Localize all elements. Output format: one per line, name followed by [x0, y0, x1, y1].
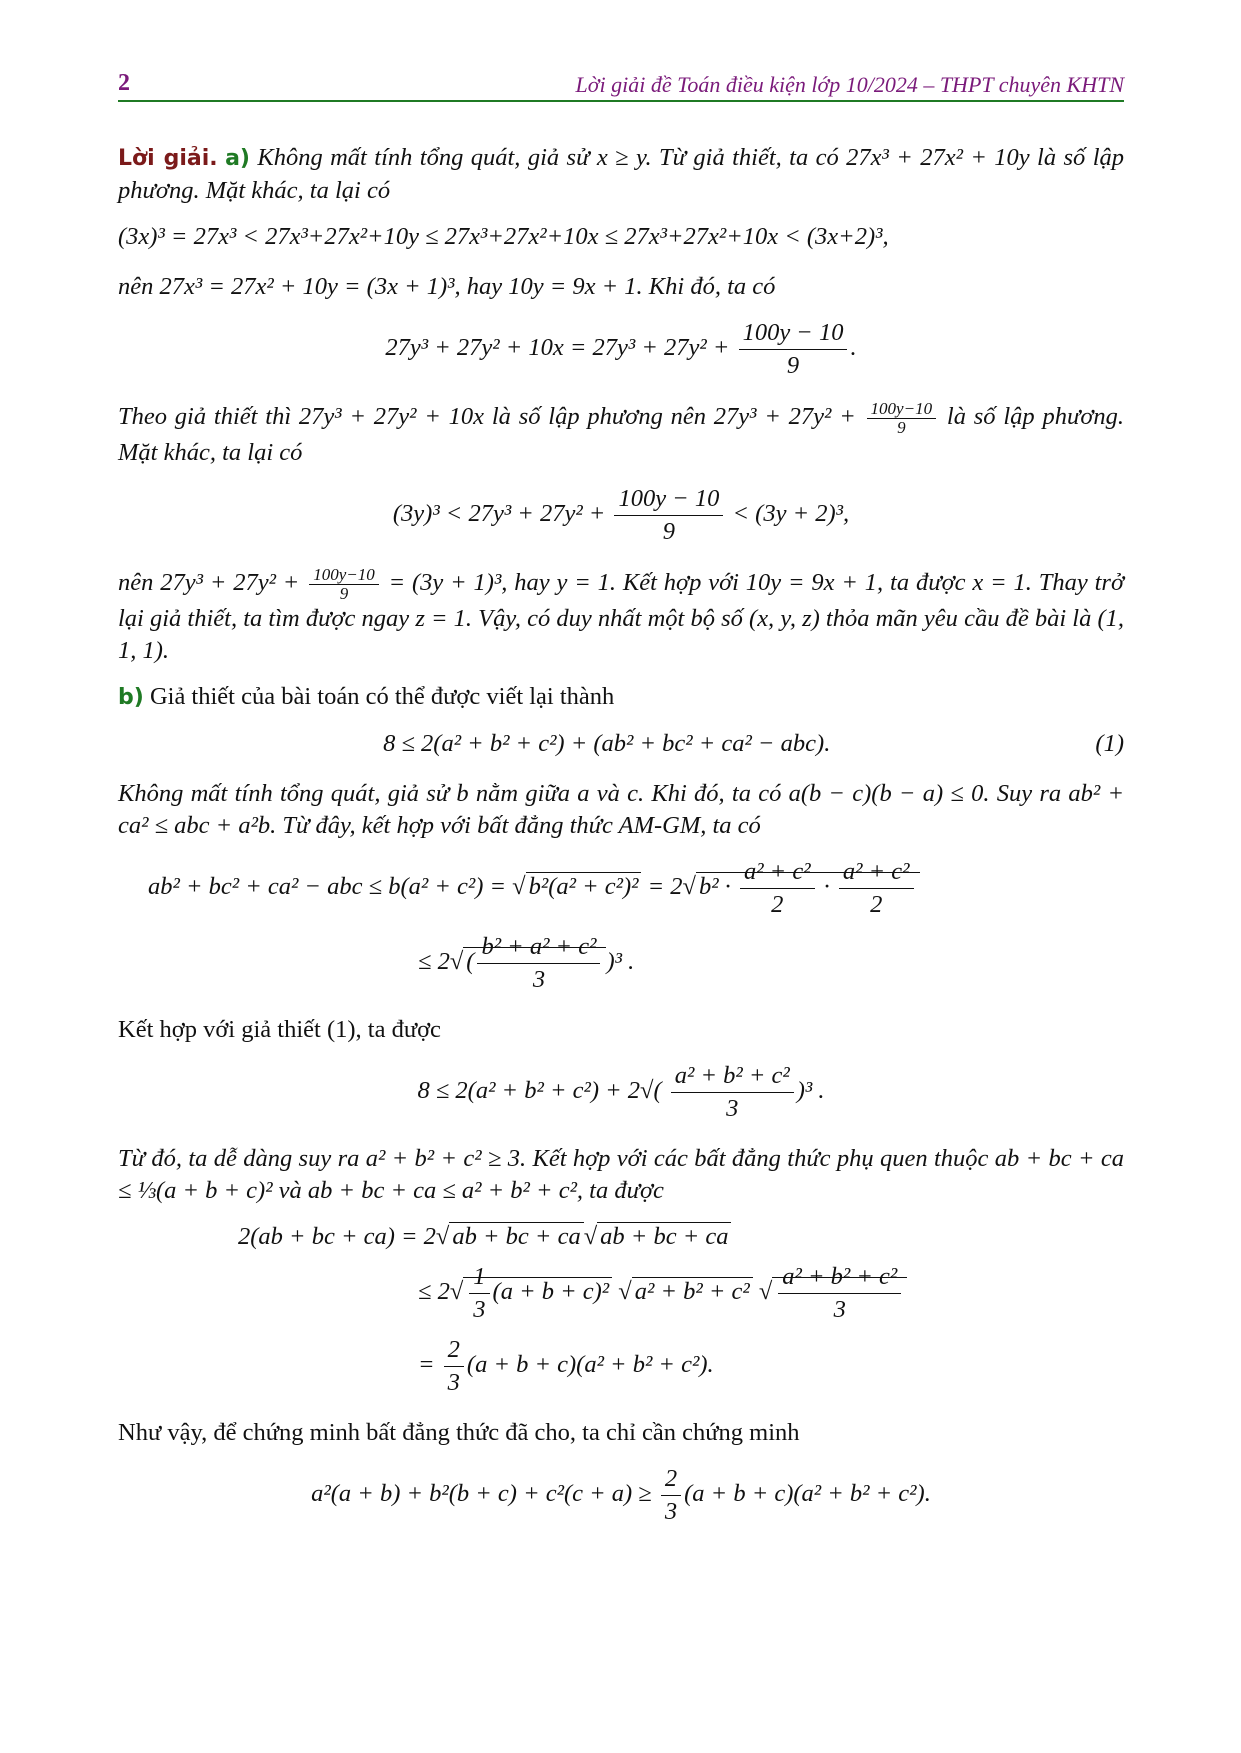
solution-label: Lời giải. [118, 146, 218, 171]
part-a-label: a) [225, 146, 250, 171]
eq6-b: )³ . [796, 1077, 825, 1105]
eq8-numerator: 2 [661, 1463, 681, 1496]
p4-start: nên 27y³ + 27y² + [118, 569, 300, 597]
eq3-denominator: 9 [662, 518, 676, 545]
eq2-left: 27y³ + 27y² + 10x = 27y³ + 27y² + [385, 334, 730, 362]
eq8-a: a²(a + b) + b²(b + c) + c²(c + a) ≥ [311, 1480, 652, 1508]
equation-3 [118, 483, 1124, 548]
equation-4 [118, 728, 1124, 760]
eq7-l3-a: = [418, 1351, 435, 1379]
eq5-l1-c: b² · [698, 873, 731, 901]
eq6-a: 8 ≤ 2(a² + b² + c²) + 2√( [417, 1077, 662, 1105]
eq7-l3-b: (a + b + c)(a² + b² + c²). [466, 1351, 714, 1379]
eq7-l3-numerator: 2 [444, 1334, 464, 1367]
eq5-l1-a: ab² + bc² + ca² − abc ≤ b(a² + c²) = √ [148, 873, 526, 901]
eq7-line-3 [118, 1334, 1124, 1399]
equation-number-1: (1) [1095, 730, 1124, 757]
paragraph-3 [118, 400, 1124, 469]
eq7-l1-radicand-2: ab + bc + ca [597, 1222, 731, 1250]
paragraph-9: Như vậy, để chứng minh bất đẳng thức đã cho, ta chỉ cần chứng minh [118, 1419, 800, 1446]
eq7-l2-den-2: 3 [833, 1296, 846, 1323]
eq5-l1-fraction-1 [740, 856, 815, 921]
page-header [118, 66, 1124, 102]
eq2-numerator: 100y − 10 [739, 317, 848, 350]
eq7-l2-num-1: 1 [469, 1261, 489, 1294]
eq6-denominator: 3 [726, 1095, 739, 1122]
eq7-l3-fraction [444, 1334, 464, 1399]
paragraph-7: Kết hợp với giả thiết (1), ta được [118, 1016, 441, 1043]
eq8-b: (a + b + c)(a² + b² + c²). [684, 1480, 931, 1508]
paragraph-6: Không mất tính tổng quát, giả sử b nằm giữa a và c. Khi đó, ta có a(b − c)(b − a) ≤ 0. Suy ra ab² + ca² ≤ abc + a²b. Từ đây, kết hợp với bất đẳng thức AM-GM, ta có [118, 780, 1124, 839]
eq7-l2-fraction-2 [778, 1261, 901, 1326]
eq7-l2-radicand-2: a² + b² + c² [632, 1277, 753, 1305]
eq5-l1-b: = 2√ [647, 873, 696, 901]
eq4-body: 8 ≤ 2(a² + b² + c²) + (ab² + bc² + ca² − abc). [383, 730, 831, 757]
paragraph-1 [118, 142, 1124, 207]
p3-start: Theo giả thiết thì 27y³ + 27y² + 10x là số lập phương nên 27y³ + 27y² + [118, 403, 856, 431]
eq5-l2-radical: ( $\frac{\text{b² + a² + c²}}{3}$ [463, 947, 606, 975]
eq3-numerator: 100y − 10 [614, 483, 723, 516]
eq2-fraction [739, 317, 848, 382]
eq5-l1-den-2: 2 [870, 891, 883, 918]
eq5-line-2 [118, 931, 1124, 996]
eq7-l3-denominator: 3 [447, 1369, 460, 1396]
eq7-l2-b: (a + b + c)² [492, 1278, 610, 1306]
eq5-l2-numerator: b² + a² + c² [477, 931, 600, 964]
eq7-line-1: 2(ab + bc + ca) = 2√ ab + bc + ca √ ab + bc + ca [118, 1221, 1124, 1253]
eq7-l1-a: 2(ab + bc + ca) = 2√ [238, 1223, 450, 1250]
document-page [118, 66, 1124, 1546]
running-title: Lời giải đề Toán điều kiện lớp 10/2024 – THPT chuyên KHTN [575, 72, 1124, 97]
paragraph-2: nên 27x³ = 27x² + 10y = (3x + 1)³, hay 10y = 9x + 1. Khi đó, ta có [118, 273, 776, 300]
p3-denominator: 9 [897, 418, 906, 437]
eq7-l1-radicand-1: ab + bc + ca [449, 1222, 583, 1250]
eq3-left: (3y)³ < 27y³ + 27y² + [392, 500, 606, 528]
paragraph-5 [118, 681, 1124, 714]
equation-8 [118, 1463, 1124, 1528]
p3-end: là số lập phương. Mặt khác, ta lại có [118, 403, 1125, 466]
eq2-denominator: 9 [786, 352, 800, 379]
paragraph-8: Từ đó, ta dễ dàng suy ra a² + b² + c² ≥ 3. Kết hợp với các bất đẳng thức phụ quen thuộc ab + bc + ca ≤ ⅓(a + b + c)² và ab + bc + ca ≤ a² + b² + c², ta được [118, 1145, 1124, 1204]
eq3-right: < (3y + 2)³, [732, 500, 850, 528]
eq5-l1-fraction-2 [839, 856, 914, 921]
eq5-l2-a: ≤ 2√ [418, 948, 464, 976]
eq7-l2-den-1: 3 [473, 1296, 486, 1323]
paragraph-5-text: Giả thiết của bài toán có thể được viết lại thành [149, 683, 615, 710]
p4-denominator: 9 [339, 584, 349, 603]
equation-5 [118, 856, 1124, 996]
eq5-line-1 [118, 856, 1124, 921]
eq5-l2-denominator: 3 [532, 966, 546, 993]
solution-body [118, 142, 1124, 1528]
paragraph-4 [118, 566, 1124, 667]
eq3-fraction [614, 483, 723, 548]
p3-fraction [867, 400, 937, 437]
equation-1: (3x)³ = 27x³ < 27x³+27x²+10y ≤ 27x³+27x²+10x ≤ 27x³+27x²+10x < (3x+2)³, [118, 223, 889, 250]
eq8-denominator: 3 [664, 1498, 678, 1525]
equation-2 [118, 317, 1124, 382]
eq5-l1-radical [696, 858, 920, 918]
equation-6 [118, 1060, 1124, 1125]
eq5-l1-den-1: 2 [771, 891, 784, 918]
eq5-l1-num-2: a² + c² [839, 856, 914, 889]
eq7-l2-fraction-1 [469, 1261, 489, 1326]
eq6-numerator: a² + b² + c² [671, 1060, 794, 1093]
p4-end: = (3y + 1)³, hay y = 1. Kết hợp với 10y = 9x + 1, ta được x = 1. Thay trở lại giả thiết, ta tìm được ngay z = 1. Vậy, có duy nhất một bộ số (x, y, z) thỏa mãn yêu cầu đề bài là (1, 1, 1). [118, 569, 1125, 664]
page-number: 2 [118, 70, 130, 96]
eq5-l1-num-1: a² + c² [740, 856, 815, 889]
eq5-l2-b: )³ . [606, 948, 635, 976]
p4-numerator: 100y−10 [309, 566, 379, 585]
eq6-fraction [671, 1060, 794, 1125]
eq7-line-2: ≤ 2√ $\frac{1}{3}$ (a + b + c)² √ a² + b² + c² √ $\frac{\text{a² + b² + c²}}{3}$ [118, 1261, 1124, 1326]
eq5-l1-radicand: b²(a² + c²)² [526, 872, 642, 900]
eq7-l2-radical-1 [463, 1263, 612, 1323]
eq7-l2-radical-3 [772, 1263, 907, 1323]
eq7-l2-a: ≤ 2√ [418, 1278, 464, 1306]
eq5-l1-dot: · [823, 873, 830, 901]
p3-numerator: 100y−10 [867, 400, 937, 419]
eq2-end: . [850, 334, 857, 362]
eq5-l2-fraction [477, 931, 600, 996]
eq7-l2-num-2: a² + b² + c² [778, 1261, 901, 1294]
p4-fraction [309, 566, 379, 603]
paragraph-1-text: Không mất tính tổng quát, giả sử x ≥ y. Từ giả thiết, ta có 27x³ + 27x² + 10y là số lập phương. Mặt khác, ta lại có [118, 144, 1125, 204]
part-b-label: b) [118, 685, 144, 710]
eq8-fraction [661, 1463, 681, 1528]
equation-7 [118, 1221, 1124, 1399]
